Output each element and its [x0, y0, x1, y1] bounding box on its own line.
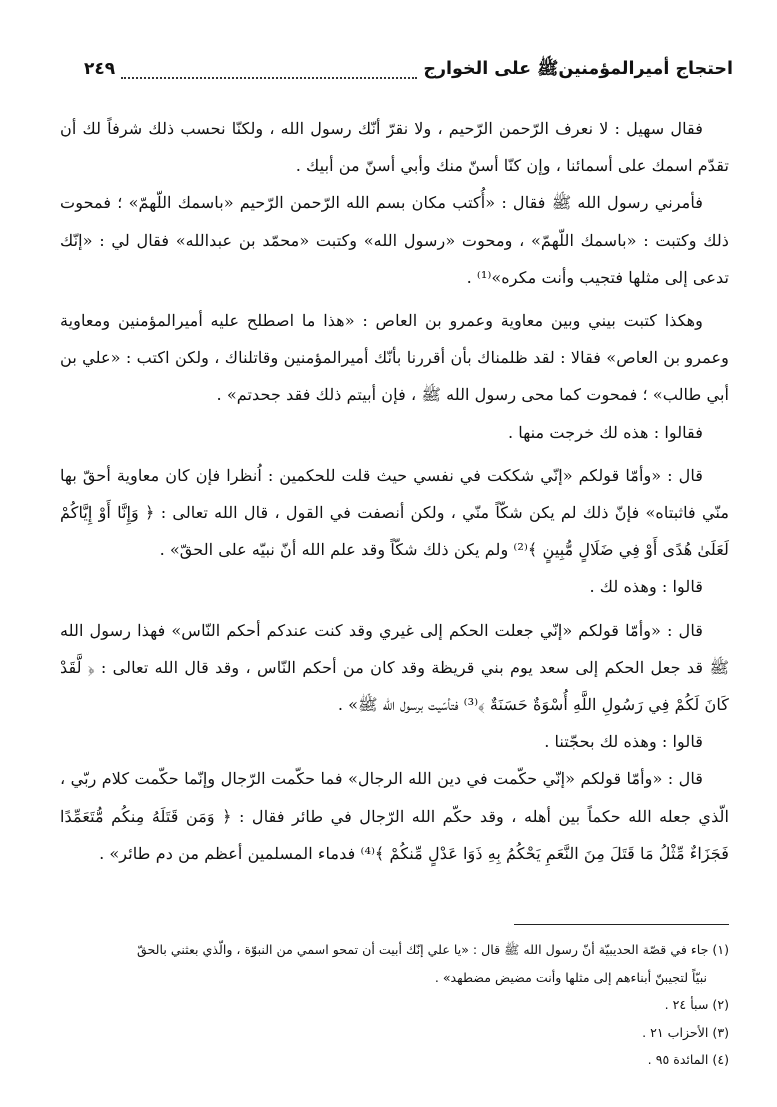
- paragraph-6: قالوا : وهذه لك .: [589, 577, 703, 597]
- footnote-1-line-2: نبيّاً لتجيبنّ أبناءهم إلى مثلها وأنت مضيض مضطهد» .: [434, 969, 707, 985]
- running-title: احتجاج أميرالمؤمنينﷺ على الخوارج: [423, 59, 733, 79]
- main-text: [60, 110, 729, 872]
- footnote-divider: [514, 924, 729, 925]
- header-dot-leader: [121, 77, 417, 79]
- paragraph-7: قال : «وأمّا قولكم «إنّي جعلت الحكم إلى غيري وقد كنت عندكم أحكم النّاس» فهذا رسول الله ﷺ قد جعل الحكم إلى سعد يوم بني قريظة وقد كان من أحكم النّاس ، وقد قال الله تعالى : ﴿ لَّقَدْ كَانَ لَكُمْ فِي رَسُولِ اللَّهِ أُسْوَةٌ حَسَنَةٌ ﴾⁽³⁾ فتأسّيت برسول الله ﷺ» .: [60, 620, 729, 715]
- footnote-3: (٣) الأحزاب ٢١ .: [642, 1024, 729, 1040]
- paragraph-5: قال : «وأمّا قولكم «إنّي شككت في نفسي حيث قلت للحكمين : اُنظرا فإن كان معاوية أحقّ بها منّي فاثبتاه» فإنّ ذلك لم يكن شكّاً منّي ، ولكن أنصفت في القول ، قال الله تعالى : ﴿ وَإِنَّا أَوْ إِيَّاكُمْ لَعَلَىٰ هُدًى أَوْ فِي ضَلَالٍ مُّبِينٍ ﴾⁽²⁾ ولم يكن ذلك شكّاً وقد علم الله أنّ نبيّه على الحقّ» .: [60, 465, 729, 560]
- footnote-2: (٢) سبأ ٢٤ .: [664, 997, 729, 1012]
- paragraph-8: قالوا : وهذه لك بحجّتنا .: [544, 732, 703, 752]
- footnote-1-line-1: (١) جاء في قصّة الحديبيّة أنّ رسول الله ﷺ قال : «يا علي إنّك أبيت أن تمحو اسمي من النبوّة ، والّذي بعثني بالحقّ: [137, 942, 729, 957]
- footnotes: [60, 936, 729, 1074]
- footnote-4: (٤) المائدة ٩٥ .: [647, 1052, 729, 1067]
- page-number: ٢٤٩: [84, 59, 116, 79]
- paragraph-1: فقال سهيل : لا نعرف الرّحمن الرّحيم ، ولا نقرّ أنّك رسول الله ، ولكنّا نحسب ذلك شرفاً لك أن تقدّم اسمك على أسمائنا ، وإن كنّا أسنّ منك وأبي أسنّ من أبيك .: [60, 119, 729, 176]
- paragraph-4: فقالوا : هذه لك خرجت منها .: [507, 422, 703, 442]
- paragraph-9: قال : «وأمّا قولكم «إنّي حكّمت في دين الله الرجال» فما حكّمت الرّجال وإنّما حكّمت كلام ربّي ، الّذي جعله الله حكماً بين أهله ، وقد حكّم الله الرّجال في طائر فقال : ﴿ وَمَن قَتَلَهُ مِنكُم مُّتَعَمِّدًا فَجَزَاءٌ مِّثْلُ مَا قَتَلَ مِنَ النَّعَمِ يَحْكُمُ بِهِ ذَوَا عَدْلٍ مِّنكُمْ ﴾⁽⁴⁾ فدماء المسلمين أعظم من دم طائر» .: [60, 769, 729, 863]
- running-header: [84, 57, 733, 91]
- paragraph-2: فأمرني رسول الله ﷺ فقال : «أُكتب مكان بسم الله الرّحمن الرّحيم «باسمك اللّهمّ» ؛ فمحوت ذلك وكتبت : «باسمك اللّهمّ» ، ومحوت «رسول الله» وكتبت «محمّد بن عبدالله» فقال لي : «إنّك تدعى إلى مثلها فتجيب وأنت مكره»⁽¹⁾ .: [60, 193, 729, 287]
- paragraph-3: وهكذا كتبت بيني وبين معاوية وعمرو بن العاص : «هذا ما اصطلح عليه أميرالمؤمنين ومعاوية وعمرو بن العاص» فقالا : لقد ظلمناك بأن أقررنا بأنّك أميرالمؤمنين وقاتلناك ، ولكن اكتب : «علي بن أبي طالب» ؛ فمحوت كما محى رسول الله ﷺ ، فإن أبيتم ذلك فقد جحدتم» .: [60, 311, 729, 405]
